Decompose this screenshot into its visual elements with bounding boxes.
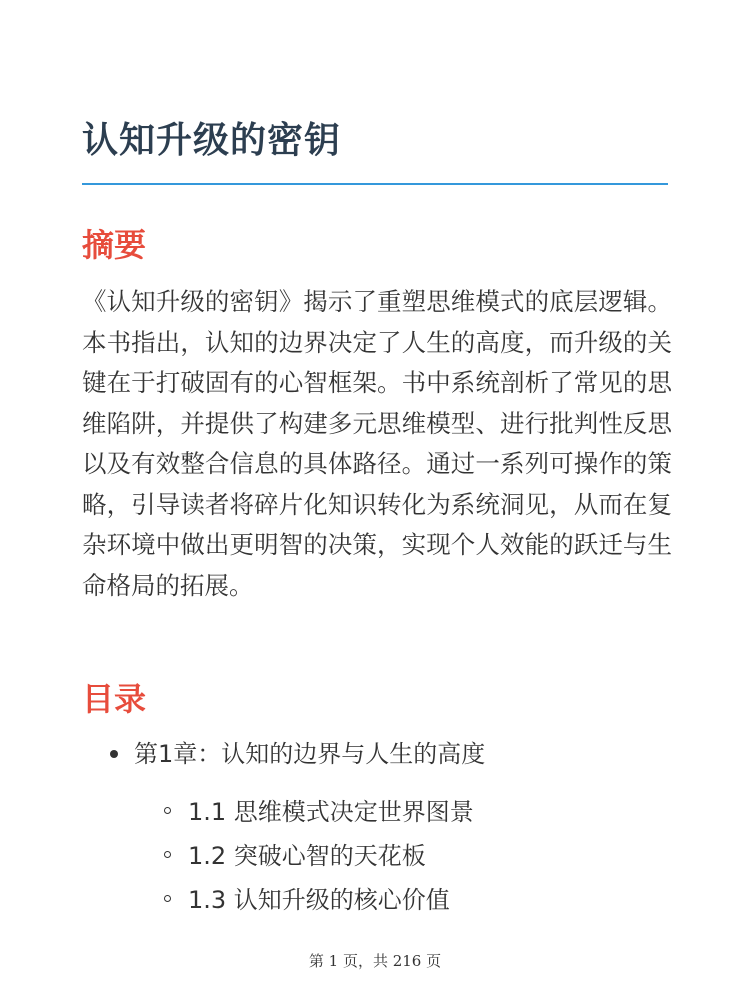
table-of-contents [82, 734, 672, 922]
toc-section-list [134, 790, 672, 922]
abstract-paragraph: 《认知升级的密钥》揭示了重塑思维模式的底层逻辑。本书指出，认知的边界决定了人生的高度，而升级的关键在于打破固有的心智框架。书中系统剖析了常见的思维陷阱，并提供了构建多元思维模型、进行批判性反思以及有效整合信息的具体路径。通过一系列可操作的策略，引导读者将碎片化知识转化为系统洞见，从而在复杂环境中做出更明智的决策，实现个人效能的跃迁与生命格局的拓展。 [82, 287, 672, 600]
toc-section-label: 1.1 思维模式决定世界图景 [188, 798, 474, 826]
hollow-bullet-icon [164, 807, 171, 814]
toc-heading: 目录 [82, 680, 147, 718]
toc-section-item[interactable] [134, 834, 672, 878]
page-number-footer: 第 1 页，共 216 页 [308, 952, 442, 970]
abstract-heading: 摘要 [82, 226, 147, 264]
toc-section-label: 1.3 认知升级的核心价值 [188, 886, 450, 914]
toc-chapter-item[interactable] [82, 734, 672, 922]
toc-section-item[interactable] [134, 878, 672, 922]
hollow-bullet-icon [164, 895, 171, 902]
toc-section-item[interactable] [134, 790, 672, 834]
toc-section-label: 1.2 突破心智的天花板 [188, 842, 426, 870]
document-title: 认知升级的密钥 [82, 120, 342, 161]
hollow-bullet-icon [164, 851, 171, 858]
title-divider [82, 183, 668, 185]
toc-chapter-label: 第1章：认知的边界与人生的高度 [134, 740, 486, 768]
filled-bullet-icon [110, 750, 118, 758]
